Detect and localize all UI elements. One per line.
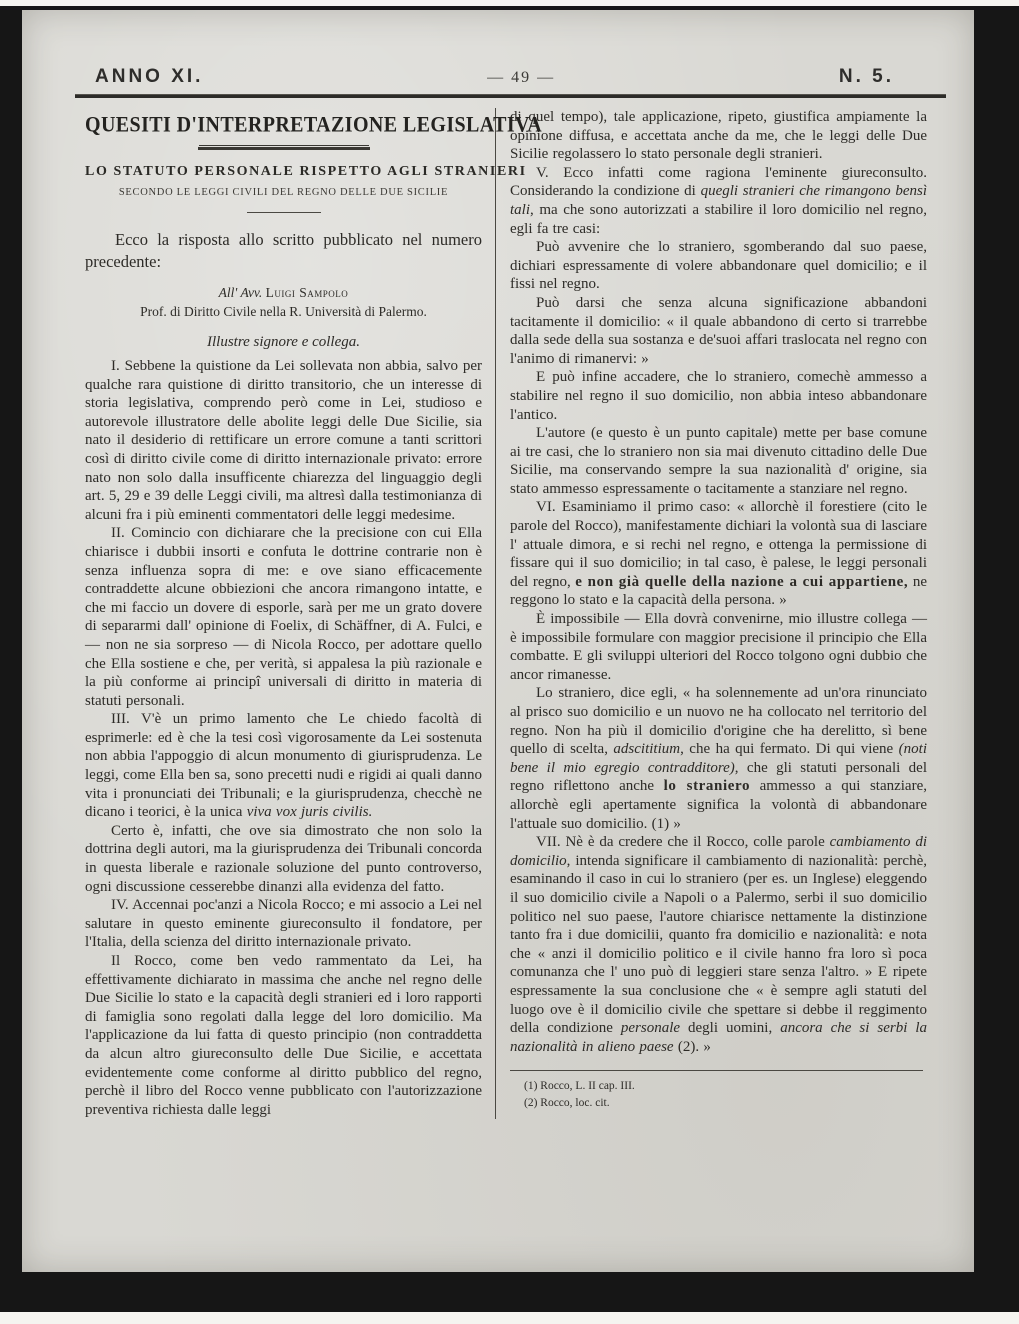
body-paragraph: È impossibile — Ella dovrà convenirne, mio illustre collega — è impossibile formulare con maggior precisione il principio che Ella combatte. E gli sviluppi ulteriori del Rocco tolgono ogni dubbio che ancor rimanesse. bbox=[510, 611, 927, 683]
footnote-1: (1) Rocco, L. II cap. III. bbox=[524, 1080, 635, 1093]
edition-line: SECONDO LE LEGGI CIVILI DEL REGNO DELLE DUE SICILIE bbox=[118, 187, 449, 198]
article-subtitle: LO STATUTO PERSONALE RISPETTO AGLI STRANIERI bbox=[85, 164, 527, 179]
footnote-2: (2) Rocco, loc. cit. bbox=[524, 1097, 610, 1110]
body-paragraph: IV. Accennai poc'anzi a Nicola Rocco; e mi associo a Lei nel salutare in questo eminente giureconsulto il fondatore, per l'Italia, della scienza del diritto internazionale privato. bbox=[85, 897, 482, 951]
left-column bbox=[85, 108, 543, 1119]
body-paragraph: VII. Nè è da credere che il Rocco, colle parole cambiamento di domicilio, intenda significare il cambiamento di nazionalità: perchè, esaminando il caso in cui lo straniero (per es. un Inglese) eleggendo il suo domicilio civile a Napoli o a Palermo, serbi il suo domicilio politico nel suo paese, l'autore chiarisce nettamente la distinzione tanto fra i due domicilii, quanto fra domicilio e nazionalità: e nota che « anzi il domicilio politico e il civile hanno fra loro sì poca comunanza che l' uno può di leggieri stare senza l'altro. » E ripete espressamente la sua conclusione che « è sempre agli statuti del luogo ove è il domicilio civile che spettare si debbe il reggimento della condizione personale degli uomini, ancora che si serbi la nazionalità in alieno paese (2). » bbox=[510, 834, 928, 1055]
body-paragraph: Lo straniero, dice egli, « ha solennemente ad un'ora rinunciato al prisco suo domicilio e un nuovo ne ha collocato nel territorio del regno. Non ha più il domicilio d'origine che ha derelitto, sì bene quello di scelta, adscititium, che ha qui fermato. Di qui viene (noti bene il mio egregio contradditore), che gli statuti personali del regno riflettono anche lo straniero ammesso a qui stanziare, allorchè egli apertamente significa la volontà di abbandonare l'attuale suo domicilio. (1) » bbox=[510, 685, 927, 832]
dedication-line: All' Avv. Luigi Sampolo bbox=[218, 285, 349, 300]
journal-page bbox=[22, 10, 974, 1272]
body-paragraph: Certo è, infatti, che ove sia dimostrato che non solo la dottrina degli autori, ma la giurisprudenza dei Tribunali concorda in questa liberale e razionale soluzione del punto controverso, ogni discussione cesserebbe dinanzi alla evidenza del fatto. bbox=[85, 822, 482, 895]
body-paragraph: di quel tempo), tale applicazione, ripeto, giustifica ampiamente la opinione diffusa, e accettata anche da me, che le leggi delle Due Sicilie regolassero lo stato personale degli stranieri. bbox=[510, 109, 927, 163]
footnotes bbox=[510, 1070, 927, 1112]
article-title: QUESITI D'INTERPRETAZIONE LEGISLATIVA bbox=[85, 112, 543, 138]
text-columns bbox=[85, 108, 940, 1119]
body-paragraph: II. Comincio con dichiarare che la precisione con cui Ella chiarisce i dubbii insorti e confuta le dottrine contrarie non è senza influenza sopra di me: e ove siano efficacemente contraddette alcune obbiezioni che ancora rimangono intatte, e che mi faccio un dovere di esporle, sarà per me un grato dovere di separarmi dall' opinione di Foelix, di Schäffner, di A. Fulci, e — non ne sia sorpreso — di Nicola Rocco, per adottare quello che Ella sostiene e che, per verità, si appalesa la più razionale e la più conforme ai principî universali di diritto in materia di statuti personali. bbox=[85, 525, 482, 709]
body-paragraph: Può darsi che senza alcuna significazione abbandoni tacitamente il domicilio: « il quale abbandono di certo si trarrebbe dalla sede della sua sostanza e de'suoi affari traslocata nel regno con l'animo di rimanervi: » bbox=[510, 294, 927, 367]
right-column bbox=[495, 108, 927, 1119]
body-paragraph: VI. Esaminiamo il primo caso: « allorchè il forestiere (cito le parole del Rocco), manifestamente dichiari la volontà sua di lasciare l' attuale dimora, e si rechi nel regno, e ottenga la permissione di fissare qui il suo domicilio; in tal caso, è palese, le leggi personali del regno, e non già quelle della nazione a cui appartiene, ne reggono lo stato e la capacità della persona. » bbox=[510, 499, 927, 609]
page-number: — 49 — bbox=[487, 69, 556, 86]
volume-label: ANNO XI. bbox=[95, 66, 204, 87]
section-rule bbox=[247, 212, 321, 213]
body-paragraph: E può infine accadere, che lo straniero, comechè ammesso a stabilire nel regno il suo domicilio, non abbia inteso abbandonare l'antico. bbox=[510, 369, 927, 423]
issue-number: N. 5. bbox=[838, 66, 894, 87]
body-paragraph: V. Ecco infatti come ragiona l'eminente giureconsulto. Considerando la condizione di quegli stranieri che rimangono bensì tali, ma che sono autorizzati a stabilire il loro domicilio nel regno, egli fa tre casi: bbox=[510, 164, 928, 237]
salutation-line: Illustre signore e collega. bbox=[206, 334, 361, 350]
scan-black-border bbox=[0, 6, 1019, 1312]
dedication-title-line: Prof. di Diritto Civile nella R. Università di Palermo. bbox=[140, 304, 427, 319]
body-paragraph: Il Rocco, come ben vedo rammentato da Lei, ha effettivamente dichiarato in massima che anche nel regno delle Due Sicilie lo stato e la capacità degli stranieri ed i loro rapporti di famiglia sono regolati dalla legge del loro domicilio. Ma l'applicazione da lui fatta di questo principio (non contraddetta da alcun altro giureconsulto delle Due Sicilie, e accettata evidentemente come conforme al diritto pubblico del regno, perchè il libro del Rocco venne pubblicato con l'autorizzazione preventiva richiesta dalle leggi bbox=[85, 953, 482, 1118]
body-paragraph: III. V'è un primo lamento che Le chiedo facoltà di esprimerle: ed è che la tesi così vigorosamente da Lei sostenuta non abbia l'appoggio di alcun monumento di giurisprudenza. Le leggi, come Ella ben sa, sono precetti nudi e rigidi ai quali danno vita i pronunciati dei Tribunali; e la giurisprudenza, checchè ne dicano i teorici, è la unica viva vox juris civilis. bbox=[85, 711, 482, 821]
intro-paragraph: Ecco la risposta allo scritto pubblicato nel numero precedente: bbox=[85, 230, 482, 271]
body-paragraph: L'autore (e questo è un punto capitale) mette per base comune ai tre casi, che lo straniero non sia mai divenuto cittadino delle Due Sicilie, ma conservando sempre la sua nazionalità d' origine, sia stato ammesso espressamente o tacitamente a stanziare nel regno. bbox=[510, 425, 927, 497]
body-paragraph: I. Sebbene la quistione da Lei sollevata non abbia, salvo per qualche rara quistione di diritto transitorio, che un interesse di storia legislativa, comprendo però come in Lei, studioso e autorevole illustratore delle abolite leggi delle Due Sicilie, sia nato il desiderio di rettificare un errore comune a tanti scrittori così di diritto civile come di diritto internazionale privato: errore nato non solo dalla insufficente chiarezza del linguaggio degli art. 5, 29 e 39 delle Leggi civili, ma altresì dalla testimonianza di alcuni fra i più eminenti commentatori delle leggi medesime. bbox=[85, 358, 482, 523]
masthead bbox=[85, 66, 940, 94]
header-rule bbox=[75, 94, 946, 98]
body-paragraph: Può avvenire che lo straniero, sgomberando dal suo paese, dichiari espressamente di volere abbandonare quel domicilio; e il fissi nel regno. bbox=[510, 239, 927, 293]
title-rule bbox=[198, 147, 370, 150]
footnote-rule bbox=[510, 1070, 923, 1071]
article-title-block bbox=[85, 108, 543, 213]
